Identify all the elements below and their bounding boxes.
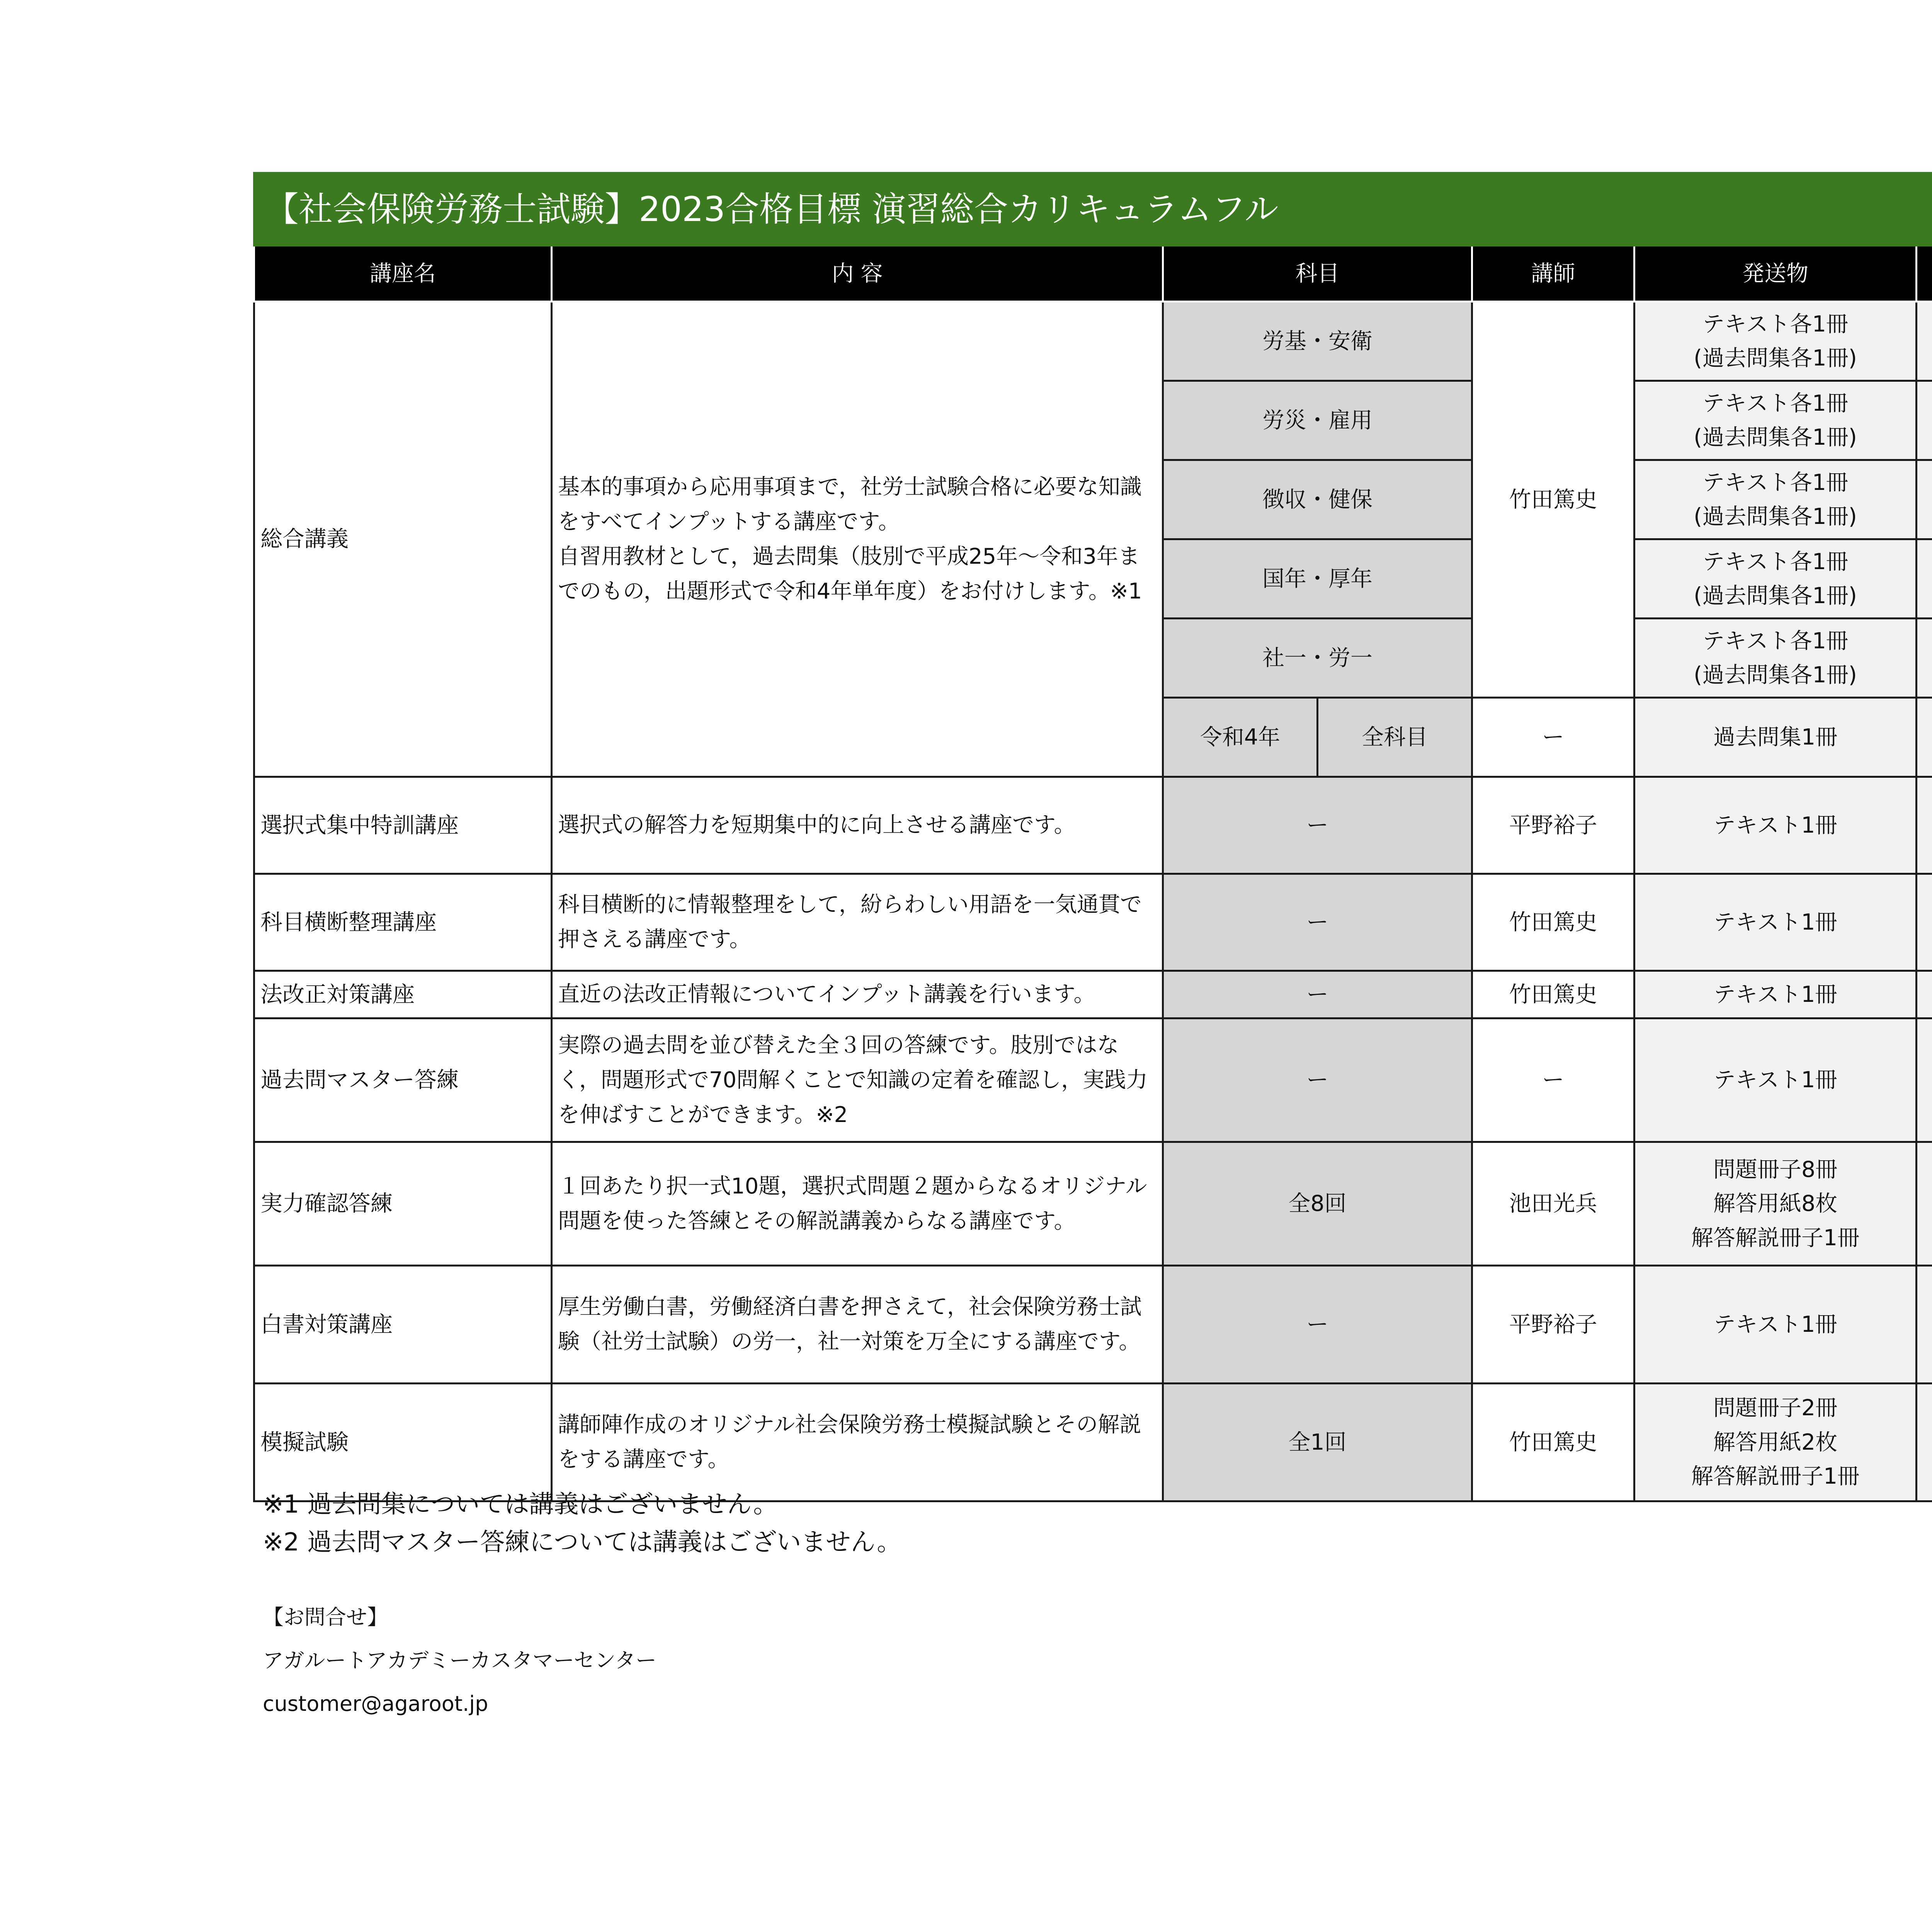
subject-cell-year: 令和4年 [1163,698,1318,777]
shipment-cell: テキスト各1冊 (過去問集各1冊) [1634,460,1917,539]
footnote-1: ※1 過去問集については講義はございません。 [263,1490,778,1519]
subject-cell: ー [1163,1018,1472,1142]
course-name: 実力確認答練 [254,1142,552,1266]
course-name: 選択式集中特訓講座 [254,777,552,874]
subject-cell: 国年・厚年 [1163,539,1472,619]
page-title: 【社会保険労務士試験】2023合格目標 演習総合カリキュラムフル [253,172,1932,247]
subject-cell: ー [1163,874,1472,971]
course-name: 過去問マスター答練 [254,1018,552,1142]
table-row [254,1142,1932,1266]
subject-cell: 社一・労一 [1163,619,1472,698]
instructor-cell: 竹田篤史 [1472,874,1634,971]
subject-cell: 労基・安衛 [1163,302,1472,381]
header-course-name: 講座名 [254,247,552,302]
instructor-cell: 平野裕子 [1472,1266,1634,1384]
ship-date-cell [1917,698,1932,777]
subject-cell: 全8回 [1163,1142,1472,1266]
course-content: 基本的事項から応用事項まで，社労士試験合格に必要な知識をすべてインプットする講座です。 自習用教材として，過去問集（肢別で平成25年～令和3年までのもの，出題形式で令和4年単年度）をお付けします。※1 [552,302,1163,777]
header-instructor: 講師 [1472,247,1634,302]
instructor-cell: 竹田篤史 [1472,971,1634,1018]
table-row [254,1266,1932,1384]
subject-cell: ー [1163,1266,1472,1384]
contact-heading: 【お問合せ】 [263,1605,388,1629]
instructor-cell: 竹田篤史 [1472,302,1634,698]
course-name: 総合講義 [254,302,552,777]
ship-date-cell [1917,1384,1932,1501]
ship-date-cell [1917,1142,1932,1266]
header-ship-date [1917,247,1932,302]
table-row [254,971,1932,1018]
shipment-cell: テキスト各1冊 (過去問集各1冊) [1634,619,1917,698]
course-content: １回あたり択一式10題，選択式問題２題からなるオリジナル問題を使った答練とその解説講義からなる講座です。 [552,1142,1163,1266]
table-header-row [254,247,1932,302]
course-name: 白書対策講座 [254,1266,552,1384]
subject-cell-all: 全科目 [1318,698,1472,777]
table-row [254,302,1932,381]
ship-date-cell [1917,619,1932,698]
ship-date-cell [1917,971,1932,1018]
ship-date-cell [1917,381,1932,460]
ship-date-cell [1917,460,1932,539]
subject-cell: 労災・雇用 [1163,381,1472,460]
contact-block [263,1596,656,1726]
table-row [254,1384,1932,1501]
header-subject: 科目 [1163,247,1472,302]
contact-email: customer@agaroot.jp [263,1692,488,1716]
course-name: 法改正対策講座 [254,971,552,1018]
ship-date-cell [1917,1266,1932,1384]
ship-date-cell [1917,539,1932,619]
shipment-cell: テキスト各1冊 (過去問集各1冊) [1634,539,1917,619]
instructor-cell: 池田光兵 [1472,1142,1634,1266]
instructor-cell: ー [1472,1018,1634,1142]
course-content: 直近の法改正情報についてインプット講義を行います。 [552,971,1163,1018]
course-name: 模擬試験 [254,1384,552,1501]
instructor-cell: 竹田篤史 [1472,1384,1634,1501]
footnotes [263,1486,901,1561]
instructor-cell: 平野裕子 [1472,777,1634,874]
curriculum-table [253,247,1932,1502]
course-content: 講師陣作成のオリジナル社会保険労務士模擬試験とその解説をする講座です。 [552,1384,1163,1501]
ship-date-cell [1917,777,1932,874]
subject-cell: ー [1163,777,1472,874]
contact-center: アガルートアカデミーカスタマーセンター [263,1648,656,1673]
subject-cell: 徴収・健保 [1163,460,1472,539]
footnote-2: ※2 過去問マスター答練については講義はございません。 [263,1528,902,1557]
header-shipment: 発送物 [1634,247,1917,302]
course-content: 科目横断的に情報整理をして，紛らわしい用語を一気通貫で押さえる講座です。 [552,874,1163,971]
curriculum-sheet [253,172,1932,1502]
shipment-cell: テキスト1冊 [1634,1018,1917,1142]
shipment-cell: テキスト1冊 [1634,1266,1917,1384]
ship-date-cell [1917,1018,1932,1142]
shipment-cell: 過去問集1冊 [1634,698,1917,777]
subject-cell: ー [1163,971,1472,1018]
table-row [254,777,1932,874]
ship-date-cell [1917,874,1932,971]
table-row [254,874,1932,971]
shipment-cell: 問題冊子8冊 解答用紙8枚 解答解説冊子1冊 [1634,1142,1917,1266]
course-name: 科目横断整理講座 [254,874,552,971]
shipment-cell: テキスト各1冊 (過去問集各1冊) [1634,302,1917,381]
course-content: 選択式の解答力を短期集中的に向上させる講座です。 [552,777,1163,874]
instructor-cell: ー [1472,698,1634,777]
ship-date-cell [1917,302,1932,381]
shipment-cell: テキスト1冊 [1634,971,1917,1018]
header-content: 内 容 [552,247,1163,302]
shipment-cell: テキスト各1冊 (過去問集各1冊) [1634,381,1917,460]
shipment-cell: 問題冊子2冊 解答用紙2枚 解答解説冊子1冊 [1634,1384,1917,1501]
course-content: 厚生労働白書，労働経済白書を押さえて，社会保険労務士試験（社労士試験）の労一，社一対策を万全にする講座です。 [552,1266,1163,1384]
course-content: 実際の過去問を並び替えた全３回の答練です。肢別ではなく，問題形式で70問解くことで知識の定着を確認し，実践力を伸ばすことができます。※2 [552,1018,1163,1142]
subject-cell: 全1回 [1163,1384,1472,1501]
shipment-cell: テキスト1冊 [1634,777,1917,874]
table-row [254,1018,1932,1142]
shipment-cell: テキスト1冊 [1634,874,1917,971]
